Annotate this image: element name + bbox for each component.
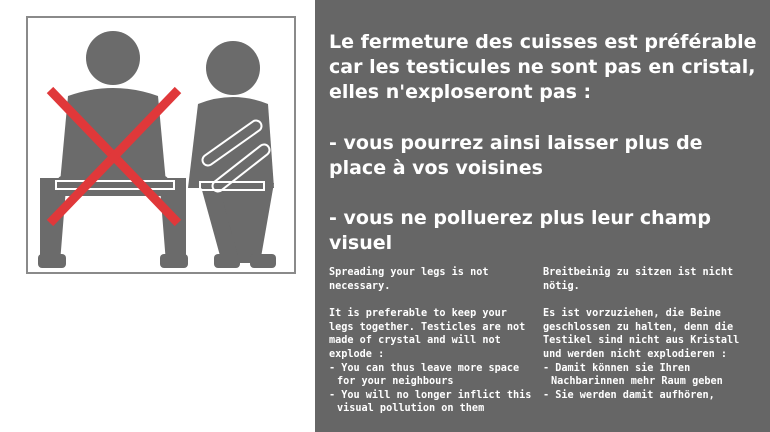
english-bullet-pollution: - You will no longer inflict this visual pollution on them xyxy=(329,389,532,415)
german-intro: Breitbeinig zu sitzen ist nicht nötig. xyxy=(543,267,734,292)
german-bullet-stop: - Sie werden damit aufhören, xyxy=(543,389,715,401)
bullet-visual-field: - vous ne polluerez plus leur champ visuel xyxy=(329,207,711,254)
top-cut-text xyxy=(315,0,770,12)
pictogram-frame xyxy=(26,16,296,274)
german-column xyxy=(543,266,748,402)
english-intro: Spreading your legs is not necessary. xyxy=(329,267,489,292)
headline: Le fermeture des cuisses est préférable car les testicules ne sont pas en cristal, elles n'exploseront pas : xyxy=(329,31,757,103)
german-body: Es ist vorzuziehen, die Beine geschlossen zu halten, denn die Testikel sind nicht aus Kristall und werden nicht explodieren : xyxy=(543,308,740,360)
text-panel xyxy=(315,0,770,432)
english-bullet-space: - You can thus leave more space for your neighbours xyxy=(329,362,520,388)
pictogram xyxy=(28,18,294,272)
bullet-more-space: - vous pourrez ainsi laisser plus de place à vos voisines xyxy=(329,132,703,179)
english-body: It is preferable to keep your legs together. Testicles are not made of crystal and will not explode : xyxy=(329,308,526,360)
german-bullet-space: - Damit können sie Ihren Nachbarinnen mehr Raum geben xyxy=(543,362,723,388)
english-column xyxy=(329,266,534,416)
pictogram-panel xyxy=(0,0,315,432)
